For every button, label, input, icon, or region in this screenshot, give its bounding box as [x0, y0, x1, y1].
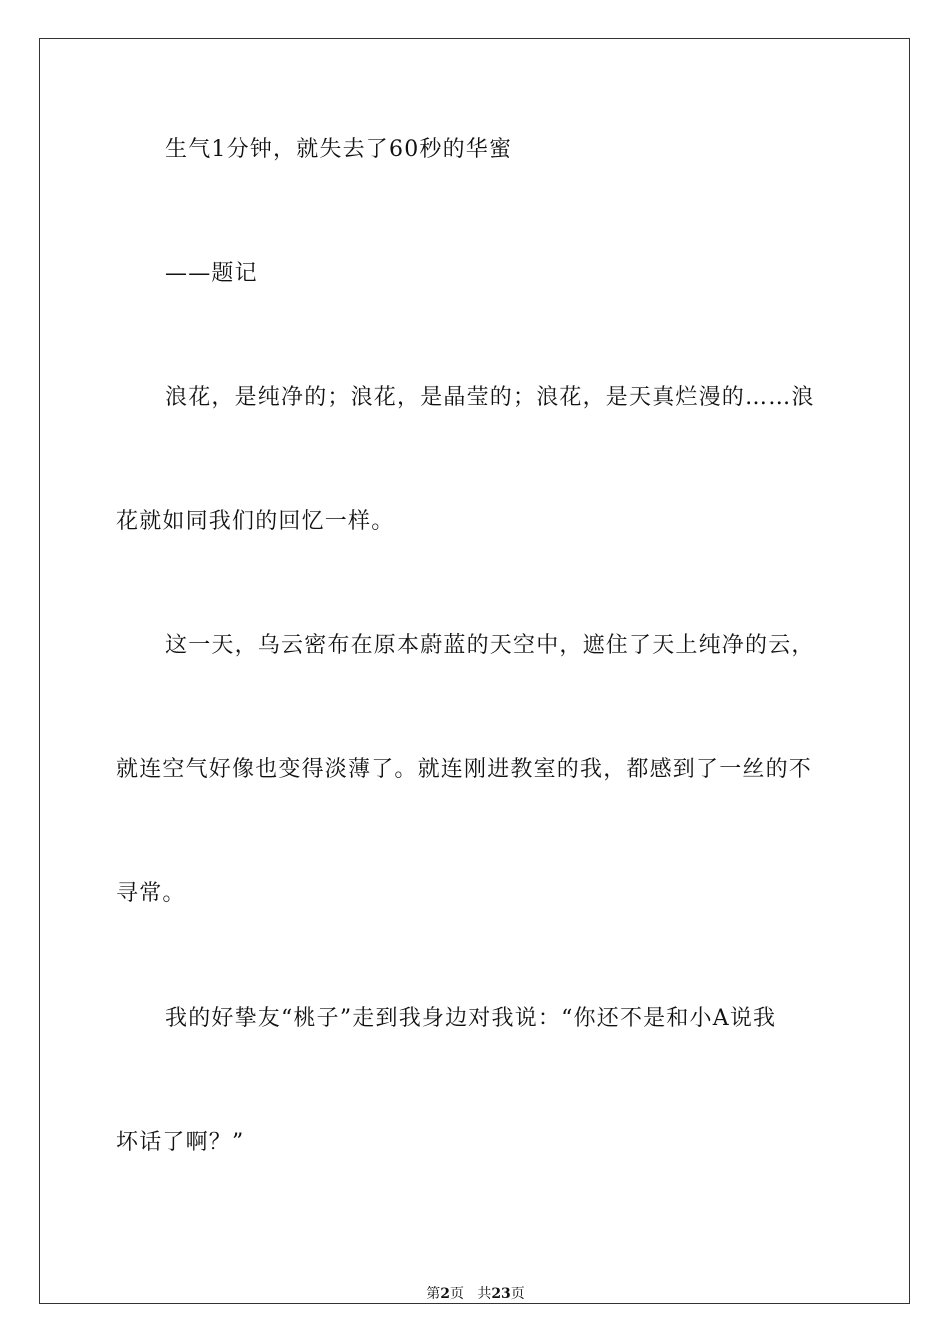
- paragraph-line: 就连空气好像也变得淡薄了。就连刚进教室的我，都感到了一丝的不: [116, 757, 813, 782]
- paragraph-line: 生气1分钟，就失去了60秒的华蜜: [165, 137, 513, 162]
- page-label-suffix: 页: [449, 1286, 464, 1302]
- page-number: 2: [440, 1286, 450, 1302]
- paragraph-line: 浪花，是纯净的；浪花，是晶莹的；浪花，是天真烂漫的……浪: [165, 385, 815, 410]
- page-frame: [39, 38, 910, 1304]
- total-label-prefix: 共: [477, 1286, 492, 1302]
- paragraph-line: 花就如同我们的回忆一样。: [116, 509, 395, 534]
- total-label-suffix: 页: [510, 1286, 525, 1302]
- paragraph-line: 我的好挚友“桃子”走到我身边对我说：“你还不是和小A说我: [165, 1006, 777, 1031]
- paragraph-line: 这一天，乌云密布在原本蔚蓝的天空中，遮住了天上纯净的云，: [165, 633, 815, 658]
- page-footer: [40, 1285, 911, 1303]
- page-label-prefix: 第: [426, 1286, 441, 1302]
- total-pages: 23: [491, 1286, 511, 1302]
- paragraph-line: ——题记: [165, 261, 258, 286]
- paragraph-line: 寻常。: [116, 881, 186, 906]
- paragraph-line: 坏话了啊？”: [116, 1130, 245, 1155]
